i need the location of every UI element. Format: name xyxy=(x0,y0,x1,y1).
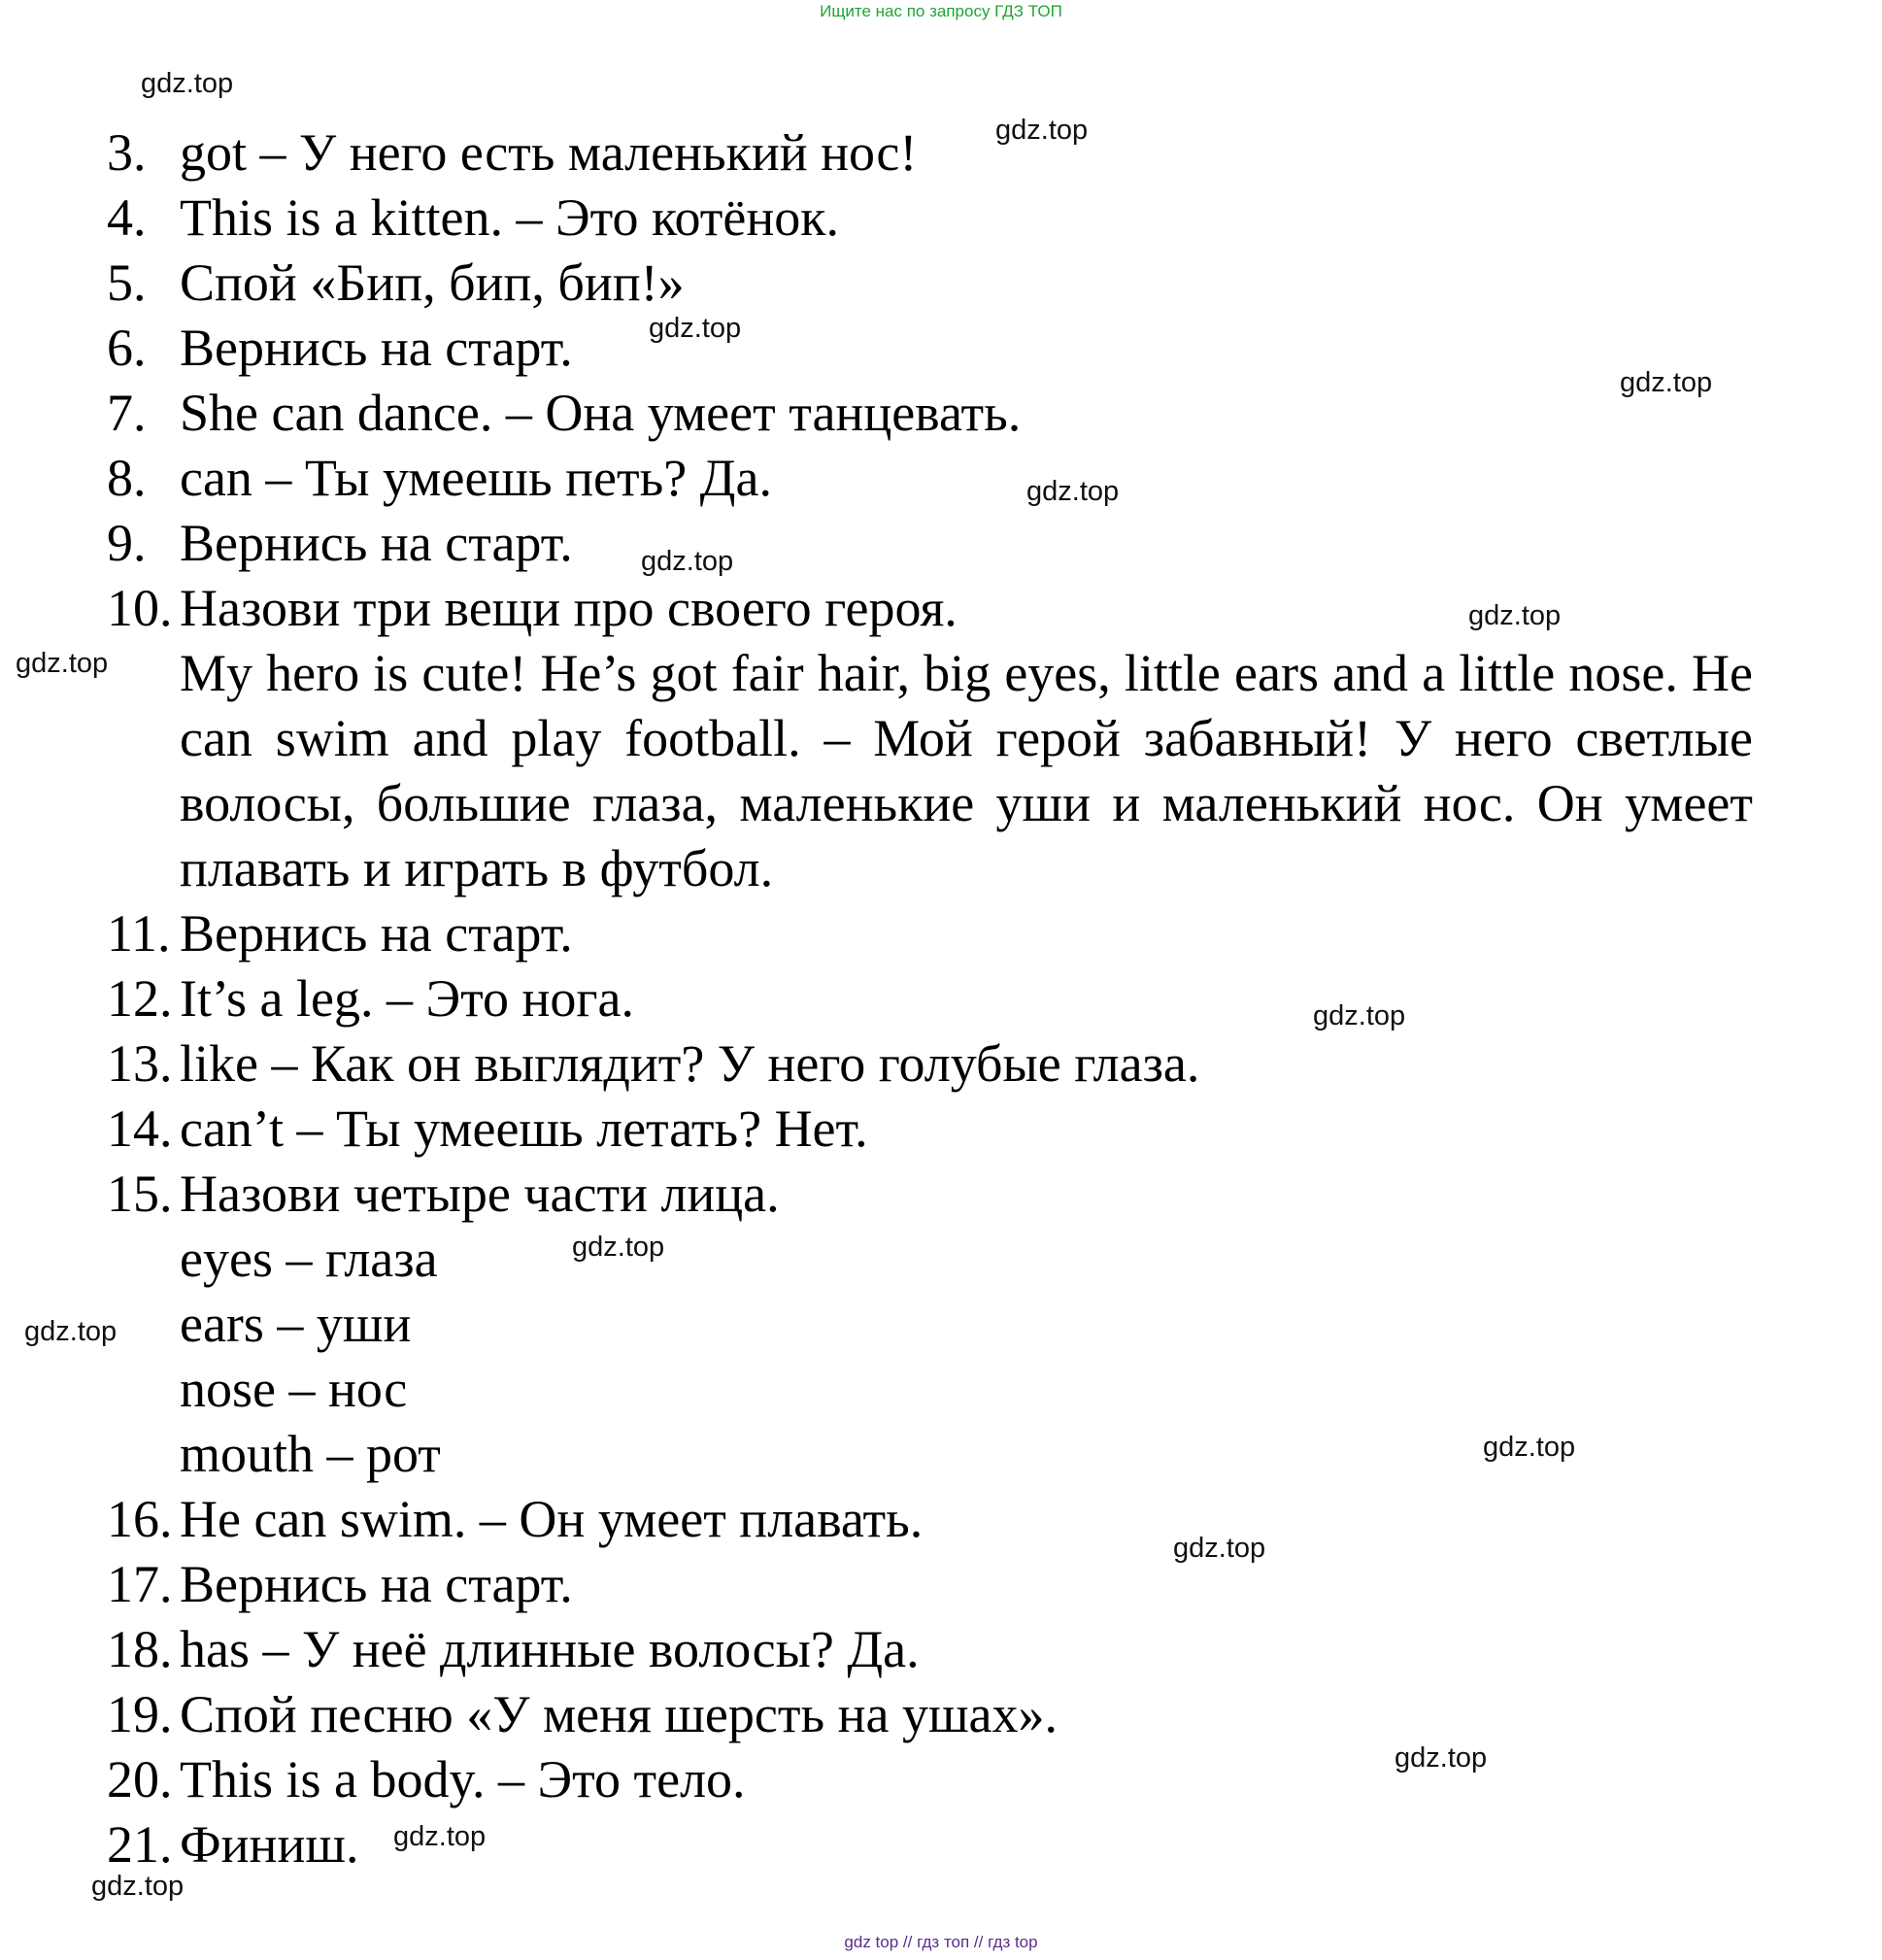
item-text: Назови четыре части лица. xyxy=(180,1165,780,1223)
watermark-text: gdz.top xyxy=(1026,476,1120,507)
watermark-text: gdz.top xyxy=(572,1232,665,1263)
top-banner: Ищите нас по запросу ГДЗ ТОП xyxy=(820,2,1062,20)
item-text: Финиш. xyxy=(180,1815,359,1874)
item-number: 5. xyxy=(107,253,147,312)
watermark-text: gdz.top xyxy=(141,68,234,99)
list-item xyxy=(107,966,1758,1031)
item-number: 16. xyxy=(107,1490,173,1548)
item-text: She can dance. – Она умеет танцевать. xyxy=(180,384,1022,442)
watermark-text: gdz.top xyxy=(24,1316,118,1347)
item-text: Назови три вещи про своего героя. xyxy=(180,579,958,637)
item-text: like – Как он выглядит? У него голубые глаза. xyxy=(180,1034,1200,1093)
item-text: Вернись на старт. xyxy=(180,904,573,963)
list-item xyxy=(107,1617,1758,1682)
face-part-item: mouth – рот xyxy=(180,1425,441,1483)
bottom-banner: gdz top // гдз топ // гдз top xyxy=(844,1933,1038,1951)
hero-paragraph: My hero is cute! He’s got fair hair, big eyes, little ears and a little nose. He can swim and play football. – Мой герой забавный! У него светлые волосы, большие глаза, маленькие уши и маленький нос. Он умеет плавать и играть в футбол. xyxy=(180,644,1753,897)
item-text: Вернись на старт. xyxy=(180,319,573,377)
item-number: 3. xyxy=(107,123,147,182)
face-part-item: ears – уши xyxy=(180,1295,412,1353)
item-text: Вернись на старт. xyxy=(180,1555,573,1613)
watermark-text: gdz.top xyxy=(1483,1432,1576,1463)
item-number: 19. xyxy=(107,1685,173,1743)
watermark-text: gdz.top xyxy=(1173,1533,1266,1564)
item-number: 4. xyxy=(107,188,147,247)
item-number: 15. xyxy=(107,1165,173,1223)
list-item xyxy=(107,1812,1758,1877)
list-item xyxy=(107,1031,1758,1097)
watermark-text: gdz.top xyxy=(16,648,109,679)
item-number: 14. xyxy=(107,1099,173,1158)
item-number: 9. xyxy=(107,514,147,572)
item-text: Спой «Бип, бип, бип!» xyxy=(180,253,685,312)
list-item xyxy=(107,1682,1758,1747)
item-number: 10. xyxy=(107,579,173,637)
item-number: 20. xyxy=(107,1750,173,1808)
watermark-text: gdz.top xyxy=(995,115,1089,146)
list-item xyxy=(107,1747,1758,1812)
watermark-text: gdz.top xyxy=(91,1871,185,1902)
list-item xyxy=(107,511,1758,576)
list-item xyxy=(107,446,1758,511)
watermark-text: gdz.top xyxy=(1395,1742,1488,1774)
list-item xyxy=(107,120,1758,186)
watermark-text: gdz.top xyxy=(649,313,742,344)
item-number: 12. xyxy=(107,969,173,1028)
item-text: got – У него есть маленький нос! xyxy=(180,123,918,182)
answer-list xyxy=(107,120,1758,1877)
item-number: 18. xyxy=(107,1620,173,1678)
item-text: This is a body. – Это тело. xyxy=(180,1750,746,1808)
face-part-item: nose – нос xyxy=(180,1360,408,1418)
watermark-text: gdz.top xyxy=(1468,600,1562,631)
item-text: can – Ты умеешь петь? Да. xyxy=(180,449,772,507)
watermark-text: gdz.top xyxy=(1620,367,1713,398)
list-item xyxy=(107,316,1758,381)
item-number: 8. xyxy=(107,449,147,507)
list-item xyxy=(107,901,1758,966)
watermark-text: gdz.top xyxy=(641,546,734,577)
item-number: 13. xyxy=(107,1034,173,1093)
item-number: 11. xyxy=(107,904,171,963)
item-text: Спой песню «У меня шерсть на ушах». xyxy=(180,1685,1058,1743)
item-text: has – У неё длинные волосы? Да. xyxy=(180,1620,920,1678)
list-item xyxy=(107,1487,1758,1552)
list-item xyxy=(107,186,1758,251)
item-text: can’t – Ты умеешь летать? Нет. xyxy=(180,1099,868,1158)
list-item xyxy=(107,381,1758,446)
item-number: 7. xyxy=(107,384,147,442)
item-number: 21. xyxy=(107,1815,173,1874)
face-part-item: eyes – глаза xyxy=(180,1230,438,1288)
list-item xyxy=(107,1097,1758,1162)
item-number: 6. xyxy=(107,319,147,377)
list-item xyxy=(107,251,1758,316)
watermark-text: gdz.top xyxy=(393,1821,487,1852)
list-item xyxy=(107,1162,1758,1227)
watermark-text: gdz.top xyxy=(1313,1000,1406,1031)
item-text: It’s a leg. – Это нога. xyxy=(180,969,634,1028)
item-text: Вернись на старт. xyxy=(180,514,573,572)
list-item xyxy=(107,1552,1758,1617)
item-number: 17. xyxy=(107,1555,173,1613)
item-text: This is a kitten. – Это котёнок. xyxy=(180,188,839,247)
item-text: He can swim. – Он умеет плавать. xyxy=(180,1490,924,1548)
